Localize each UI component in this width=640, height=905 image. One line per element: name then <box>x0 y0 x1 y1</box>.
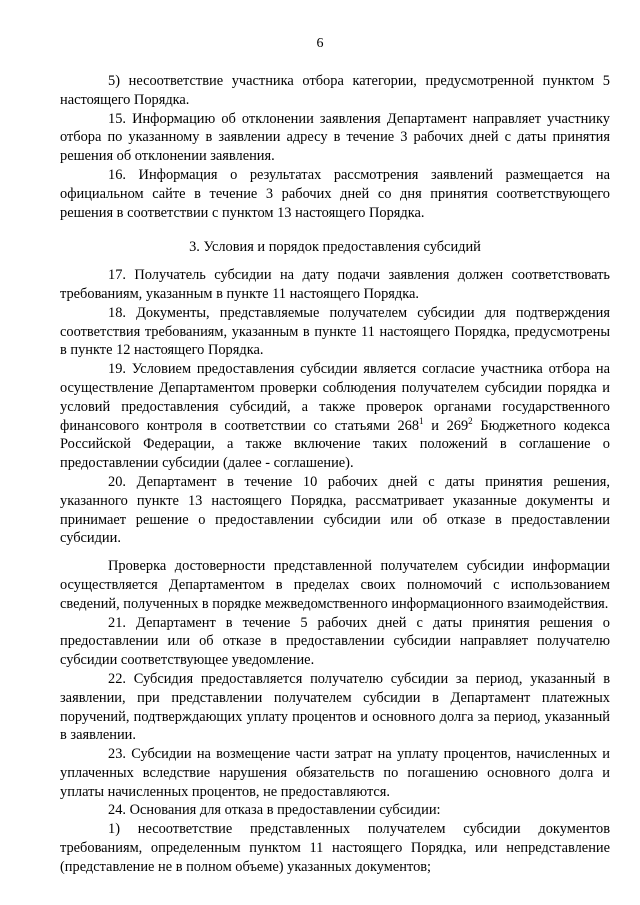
paragraph-22: 22. Субсидия предоставляется получателю субсидии за период, указанный в заявлении, при представлении получателем субсидии в Департамент платежных поручений, подтверждающих уплату процентов и основного долга за период, указанный в заявлении. <box>60 670 610 744</box>
paragraph-17: 17. Получатель субсидии на дату подачи заявления должен соответствовать требованиям, указанным в пункте 11 настоящего Порядка. <box>60 267 610 302</box>
paragraph-21: 21. Департамент в течение 5 рабочих дней с даты принятия решения о предоставлении или об отказе в предоставлении субсидии направляет получателю субсидии соответствующее уведомление. <box>60 614 610 669</box>
paragraph-24: 24. Основания для отказа в предоставлении субсидии: <box>108 802 441 819</box>
paragraph-20: 20. Департамент в течение 10 рабочих дней с даты принятия решения, указанного пункте 13 настоящего Порядка, рассматривает указанные документы и принимает решение о предоставлении субсидии или об отказе в предоставлении субсидии. <box>60 473 610 547</box>
paragraph-19 <box>60 360 610 473</box>
paragraph-19-text-a: 19. Условием предоставления субсидии является согласие участника отбора на осуществление Департаментом проверки соблюдения получателем субсидии порядка и условий предоставления субсидий, а также проверок органами государственного финансового контроля в соответствии со статьями 268 <box>60 361 610 434</box>
paragraph-20-verification: Проверка достоверности представленной получателем субсидии информации осуществляется Департаментом в пределах своих полномочий с использованием сведений, полученных в порядке межведомственного информационного взаимодействия. <box>60 558 610 612</box>
paragraph-19-text-b: и 269 <box>423 417 469 434</box>
superscript-269: 2 <box>468 415 473 426</box>
paragraph-24-item-1: 1) несоответствие представленных получателем субсидии документов требованиям, определенным пунктом 11 настоящего Порядка, или непредставление (представление не в полном объеме) указанных документов; <box>60 821 610 875</box>
paragraph-5: 5) несоответствие участника отбора категории, предусмотренной пунктом 5 настоящего Порядка. <box>60 73 610 108</box>
page-number: 6 <box>316 36 324 51</box>
superscript-268: 1 <box>419 415 424 426</box>
paragraph-23: 23. Субсидии на возмещение части затрат на уплату процентов, начисленных и уплаченных вследствие нарушения обязательств по погашению основного долга и уплаты начисленных процентов, не предоставляются. <box>60 746 610 800</box>
paragraph-19-text-c: Бюджетного кодекса Российской Федерации, а также включение таких положений в соглашение о предоставлении субсидии (далее - соглашение). <box>60 417 610 472</box>
section-heading: 3. Условия и порядок предоставления субсидий <box>189 239 481 256</box>
document-body <box>60 72 610 877</box>
paragraph-18: 18. Документы, представляемые получателем субсидии для подтверждения соответствия требованиям, указанным в пункте 11 настоящего Порядка, предусмотрены в пункте 12 настоящего Порядка. <box>60 304 610 359</box>
paragraph-16: 16. Информация о результатах рассмотрения заявлений размещается на официальном сайте в течение 3 рабочих дней со дня принятия соответствующего решения в соответствии с пунктом 13 настоящего Порядка. <box>60 166 610 221</box>
paragraph-15: 15. Информацию об отклонении заявления Департамент направляет участнику отбора по указанному в заявлении адресу в течение 3 рабочих дней с даты принятия решения об отклонении заявления. <box>60 110 610 165</box>
